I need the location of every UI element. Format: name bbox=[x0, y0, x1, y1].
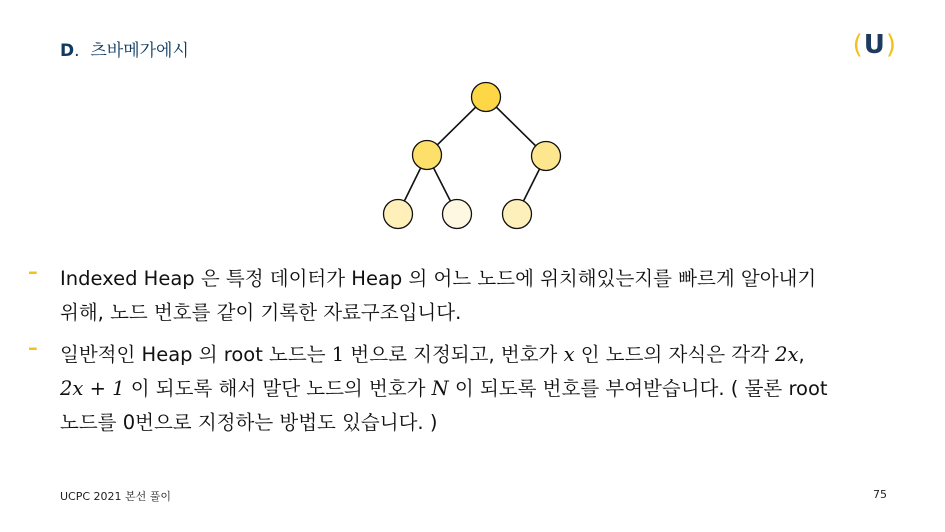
logo-letter: U bbox=[863, 30, 886, 60]
tree-node-root bbox=[472, 83, 501, 112]
heap-tree-diagram bbox=[370, 70, 590, 240]
bullet-line: 위해, 노드 번호를 같이 기록한 자료구조입니다. bbox=[60, 301, 462, 324]
slide-header bbox=[60, 36, 189, 61]
page-number: 75 bbox=[873, 488, 887, 501]
math-2x-plus-1: 2x + 1 bbox=[60, 377, 125, 400]
bullet-line bbox=[60, 372, 908, 406]
bullet-dash: – bbox=[28, 260, 38, 283]
section-letter: D bbox=[60, 41, 75, 61]
tree-node-leaf bbox=[503, 200, 532, 229]
math-n: N bbox=[431, 377, 449, 400]
section-dot: . bbox=[74, 41, 80, 61]
logo-paren-close: ) bbox=[885, 30, 897, 60]
tree-node bbox=[413, 141, 442, 170]
bullet-line bbox=[60, 338, 908, 372]
logo-paren-open: ( bbox=[852, 30, 864, 60]
text-run: 일반적인 Heap 의 root 노드는 bbox=[60, 343, 332, 366]
bullet-list bbox=[28, 262, 908, 448]
text-run: 이 되도록 번호를 부여받습니다. ( 물론 root bbox=[448, 377, 828, 400]
math-2x: 2x bbox=[775, 343, 799, 366]
bullet-line: Indexed Heap 은 특정 데이터가 Heap 의 어느 노드에 위치해있는지를 빠르게 알아내기 bbox=[60, 267, 817, 290]
text-run: 번으로 지정되고, 번호가 bbox=[344, 343, 564, 366]
math-x: x bbox=[563, 343, 575, 366]
bullet-dash: – bbox=[28, 336, 38, 359]
text-run: , bbox=[798, 343, 805, 366]
footer-title: UCPC 2021 본선 풀이 bbox=[60, 490, 172, 503]
bullet-line: 노드를 0번으로 지정하는 방법도 있습니다. ) bbox=[60, 411, 438, 434]
tree-node-leaf bbox=[384, 200, 413, 229]
text-run: 이 되도록 해서 말단 노드의 번호가 bbox=[124, 377, 432, 400]
slide-title: 츠바메가에시 bbox=[90, 41, 189, 61]
math-one: 1 bbox=[331, 343, 345, 366]
bullet-item bbox=[28, 262, 908, 330]
bullet-item bbox=[28, 338, 908, 440]
text-run: 인 노드의 자식은 각각 bbox=[574, 343, 776, 366]
ucpc-logo bbox=[853, 30, 897, 60]
tree-node-leaf bbox=[443, 200, 472, 229]
tree-node bbox=[532, 142, 561, 171]
